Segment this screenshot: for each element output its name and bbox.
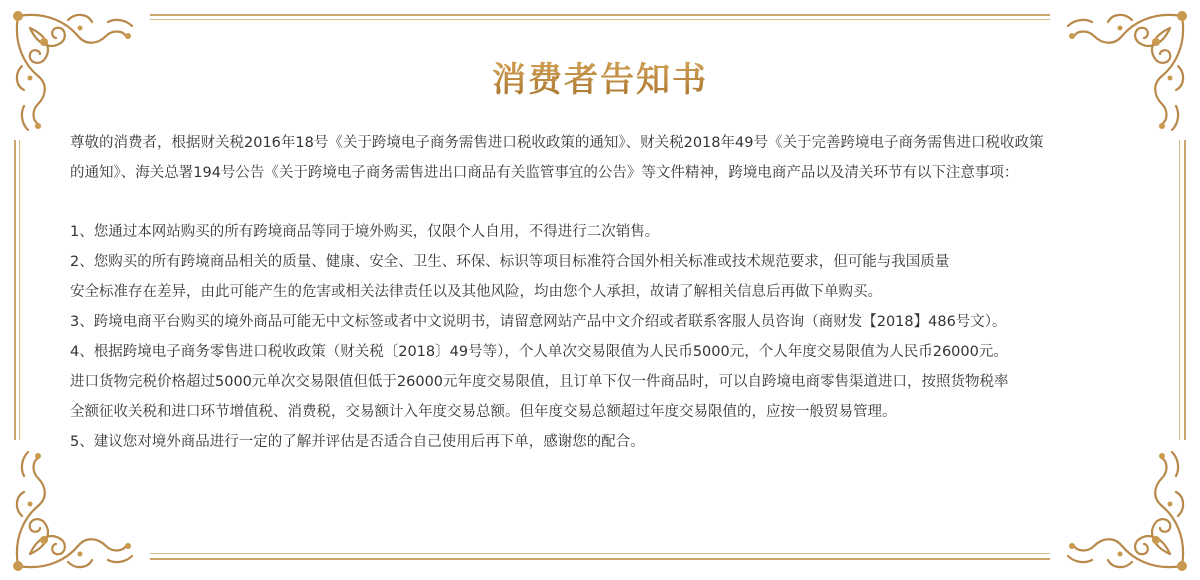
paragraph-gap [70, 188, 1150, 217]
intro-line-1: 尊敬的消费者，根据财关税2016年18号《关于跨境电子商务需售进口税收政策的通知》、财关税2018年49号《关于完善跨境电子商务需售进口税收政策 [70, 135, 1044, 151]
notice-item-4-cont-1: 进口货物完税价格超过5000元单次交易限值但低于26000元年度交易限值，且订单下仅一件商品时，可以自跨境电商零售渠道进口，按照货物税率 [70, 374, 1009, 390]
notice-item-4-cont-2: 全额征收关税和进口环节增值税、消费税，交易额计入年度交易总额。但年度交易总额超过年度交易限值的，应按一般贸易管理。 [70, 404, 897, 420]
intro-line-2: 的通知》、海关总署194号公告《关于跨境电子商务需售进出口商品有关监管事宜的公告》等文件精神，跨境电商产品以及清关环节有以下注意事项： [70, 165, 1019, 181]
top-border-line-inner [150, 19, 1050, 20]
notice-item-1: 1、您通过本网站购买的所有跨境商品等同于境外购买，仅限个人自用，不得进行二次销售。 [70, 224, 660, 240]
notice-item-2-cont: 安全标准存在差异，由此可能产生的危害或相关法律责任以及其他风险，均由您个人承担，故请了解相关信息后再做下单购买。 [70, 284, 882, 300]
left-border-line [14, 140, 16, 440]
top-border-line [150, 14, 1050, 16]
ornament-corner-bottom-right [1052, 436, 1192, 576]
right-border-line-inner [1179, 140, 1180, 440]
ornament-corner-bottom-left [8, 436, 148, 576]
bottom-border-line-inner [150, 553, 1050, 554]
notice-item-4: 4、根据跨境电子商务零售进口税收政策（财关税〔2018〕49号等），个人单次交易限值为人民币5000元，个人年度交易限值为人民币26000元。 [70, 344, 1008, 360]
notice-item-5: 5、建议您对境外商品进行一定的了解并评估是否适合自己使用后再下单，感谢您的配合。 [70, 434, 645, 450]
notice-body [70, 128, 1150, 457]
left-border-line-inner [19, 140, 20, 440]
bottom-border-line [150, 558, 1050, 560]
right-border-line [1184, 140, 1186, 440]
page-title: 消费者告知书 [0, 52, 1200, 101]
notice-item-3: 3、跨境电商平台购买的境外商品可能无中文标签或者中文说明书，请留意网站产品中文介绍或者联系客服人员咨询（商财发【2018】486号文）。 [70, 314, 1007, 330]
notice-item-2: 2、您购买的所有跨境商品相关的质量、健康、安全、卫生、环保、标识等项目标准符合国外相关标准或技术规范要求，但可能与我国质量 [70, 254, 950, 270]
